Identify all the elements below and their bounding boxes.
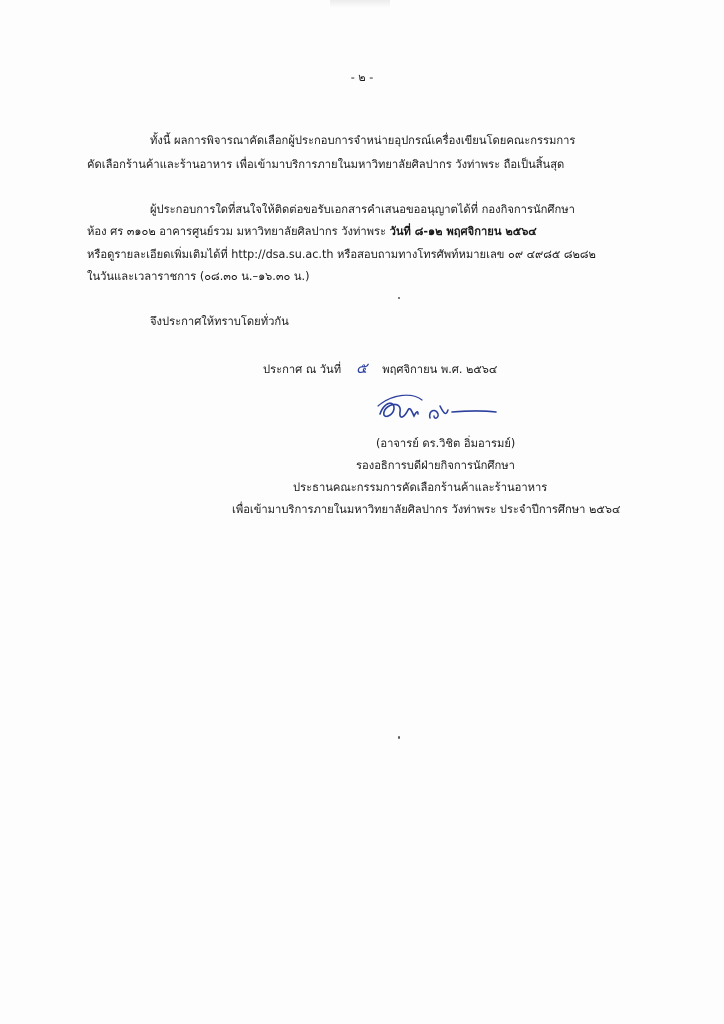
announcement-date-day: ๕ (355, 359, 368, 377)
scan-smudge (330, 0, 390, 8)
signatory-position-1: รองอธิการบดีฝ่ายกิจการนักศึกษา (356, 459, 515, 472)
paragraph2-line1: ผู้ประกอบการใดที่สนใจให้ติดต่อขอรับเอกสารคำเสนอขออนุญาตได้ที่ กองกิจการนักศึกษา (150, 203, 575, 216)
paragraph1-line1: ทั้งนี้ ผลการพิจารณาคัดเลือกผู้ประกอบการจำหน่ายอุปกรณ์เครื่องเขียนโดยคณะกรรมการ (150, 134, 576, 147)
scan-speck (398, 297, 400, 299)
announcement-date-prefix: ประกาศ ณ วันที่ (263, 363, 342, 376)
paragraph2-line2 (87, 222, 537, 240)
signatory-position-3: เพื่อเข้ามาบริการภายในมหาวิทยาลัยศิลปากร วังท่าพระ ประจำปีการศึกษา ๒๕๖๔ (232, 503, 621, 516)
paragraph2-line2-date: วันที่ ๘-๑๒ พฤศจิกายน ๒๕๖๔ (389, 225, 537, 238)
announcement-date (263, 356, 497, 380)
closing-statement: จึงประกาศให้ทราบโดยทั่วกัน (150, 315, 289, 328)
paragraph2-line4: ในวันและเวลาราชการ (๐๘.๓๐ น.–๑๖.๓๐ น.) (87, 270, 310, 283)
paragraph1-line2: คัดเลือกร้านค้าและร้านอาหาร เพื่อเข้ามาบริการภายในมหาวิทยาลัยศิลปากร วังท่าพระ ถือเป็นสิ้นสุด (87, 158, 565, 171)
scan-speck (398, 736, 400, 739)
page-number: - ๒ - (350, 71, 374, 84)
signatory-position-2: ประธานคณะกรรมการคัดเลือกร้านค้าและร้านอาหาร (293, 481, 548, 494)
signature (372, 392, 502, 432)
announcement-date-suffix: พฤศจิกายน พ.ศ. ๒๕๖๔ (382, 363, 498, 376)
paragraph2-line3: หรือดูรายละเอียดเพิ่มเติมได้ที่ http://dsa.su.ac.th หรือสอบถามทางโทรศัพท์หมายเลข ๐๙ ๔๙๘๕ ๘๒๘๒ (87, 248, 596, 261)
paragraph2-line2-text: ห้อง ศร ๓๑๐๒ อาคารศูนย์รวม มหาวิทยาลัยศิลปากร วังท่าพระ (87, 225, 390, 238)
signatory-name: (อาจารย์ ดร.วิชิต อิ่มอารมย์) (376, 437, 516, 450)
